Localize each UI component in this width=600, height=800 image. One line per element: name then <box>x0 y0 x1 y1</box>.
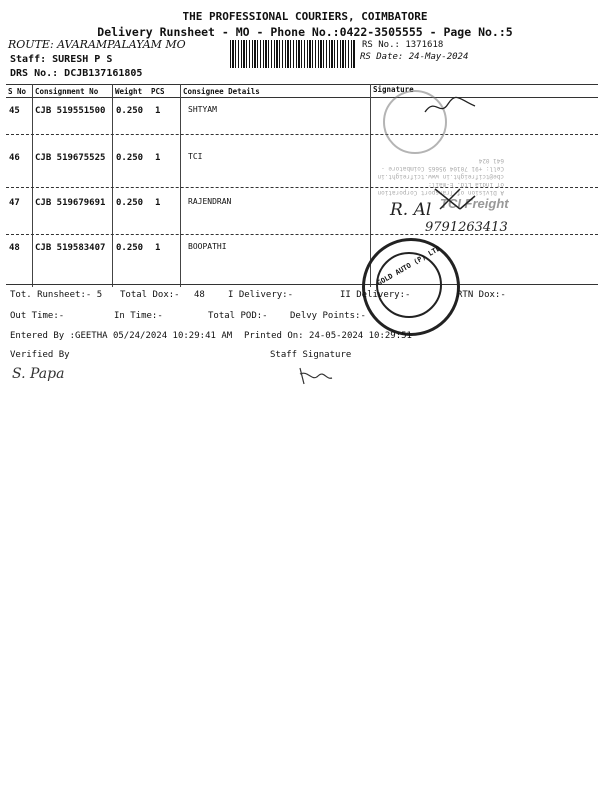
delvy-points: Delvy Points:- <box>290 311 366 321</box>
row-weight: 0.250 <box>116 198 144 208</box>
verifier-signature: S. Papa <box>12 366 65 382</box>
header-top-rule <box>6 84 598 85</box>
row-consignee: RAJENDRAN <box>188 197 232 206</box>
row-sno: 45 <box>9 106 20 116</box>
signature-mark <box>430 184 480 214</box>
tci-address-stamp: A Division of Transport Corporation of India Ltd. E-mail: cbe@tcifreight.in www.tcifreight.in Cell: +91 70104 95665 Coimbatore - 641 024 <box>377 157 504 196</box>
row-consignment: CJB 519583407 <box>35 243 106 253</box>
total-dox-label: Total Dox:- <box>120 290 180 300</box>
row-divider <box>6 134 598 135</box>
barcode <box>230 40 356 68</box>
row-pcs: 1 <box>155 106 161 116</box>
col-signature: Signature <box>373 85 414 94</box>
in-time: In Time:- <box>114 311 163 321</box>
header-bottom-rule <box>6 97 598 98</box>
row-weight: 0.250 <box>116 106 144 116</box>
out-time: Out Time:- <box>10 311 65 321</box>
verified-by-label: Verified By <box>10 350 70 360</box>
staff-signature-mark <box>296 364 336 388</box>
i-delivery: I Delivery:- <box>228 290 294 300</box>
printed-on: Printed On: 24-05-2024 10:29:51 <box>244 331 412 341</box>
col-divider <box>112 84 113 287</box>
entered-by: Entered By :GEETHA 05/24/2024 10:29:41 AM <box>10 331 233 341</box>
staff-signature-label: Staff Signature <box>270 350 352 360</box>
rs-date: RS Date: 24-May-2024 <box>360 52 469 62</box>
route-label: ROUTE: AVARAMPALAYAM MO <box>8 38 186 51</box>
row-divider <box>6 234 598 235</box>
signature-row-47: R. Al <box>390 200 432 220</box>
row-pcs: 1 <box>155 153 161 163</box>
row-divider <box>6 187 598 188</box>
signature-row-45 <box>420 92 480 122</box>
table-bottom-rule <box>6 284 598 285</box>
col-divider <box>180 84 181 287</box>
rtn-dox: RTN Dox:- <box>457 290 506 300</box>
tot-runsheet: Tot. Runsheet:- 5 <box>10 290 103 300</box>
col-pcs: PCS <box>151 87 165 96</box>
total-pod: Total POD:- <box>208 311 268 321</box>
row-consignment: CJB 519679691 <box>35 198 106 208</box>
runsheet-subtitle: Delivery Runsheet - MO - Phone No.:0422-3505555 - Page No.:5 <box>97 25 513 39</box>
ii-delivery: II Delivery:- <box>340 290 411 300</box>
row-sno: 46 <box>9 153 20 163</box>
row-sno: 48 <box>9 243 20 253</box>
row-consignee: BOOPATHI <box>188 242 227 251</box>
col-consignment: Consignment No <box>35 87 99 96</box>
tci-freight-stamp: TCI Freight <box>440 196 509 211</box>
row-sno: 47 <box>9 198 20 208</box>
row-weight: 0.250 <box>116 243 144 253</box>
company-title: THE PROFESSIONAL COURIERS, COIMBATORE <box>182 10 428 23</box>
col-consignee: Consignee Details <box>183 87 260 96</box>
row-consignment: CJB 519675525 <box>35 153 106 163</box>
total-dox-value: 48 <box>194 290 205 300</box>
row-consignee: SHTYAM <box>188 105 217 114</box>
col-divider <box>32 84 33 287</box>
row-pcs: 1 <box>155 198 161 208</box>
rs-number: RS No.: 1371618 <box>362 40 444 50</box>
row-consignment: CJB 519551500 <box>35 106 106 116</box>
drs-number: DRS No.: DCJB137161805 <box>10 68 143 79</box>
col-sno: S No <box>8 87 27 96</box>
staff-label: Staff: SURESH P S <box>10 54 113 65</box>
col-weight: Weight <box>115 87 143 96</box>
seal-text: GOLD AUTO (P) LTD <box>375 244 442 288</box>
row-consignee: TCI <box>188 152 203 161</box>
row-weight: 0.250 <box>116 153 144 163</box>
handwritten-phone: 9791263413 <box>425 220 508 235</box>
row-pcs: 1 <box>155 243 161 253</box>
